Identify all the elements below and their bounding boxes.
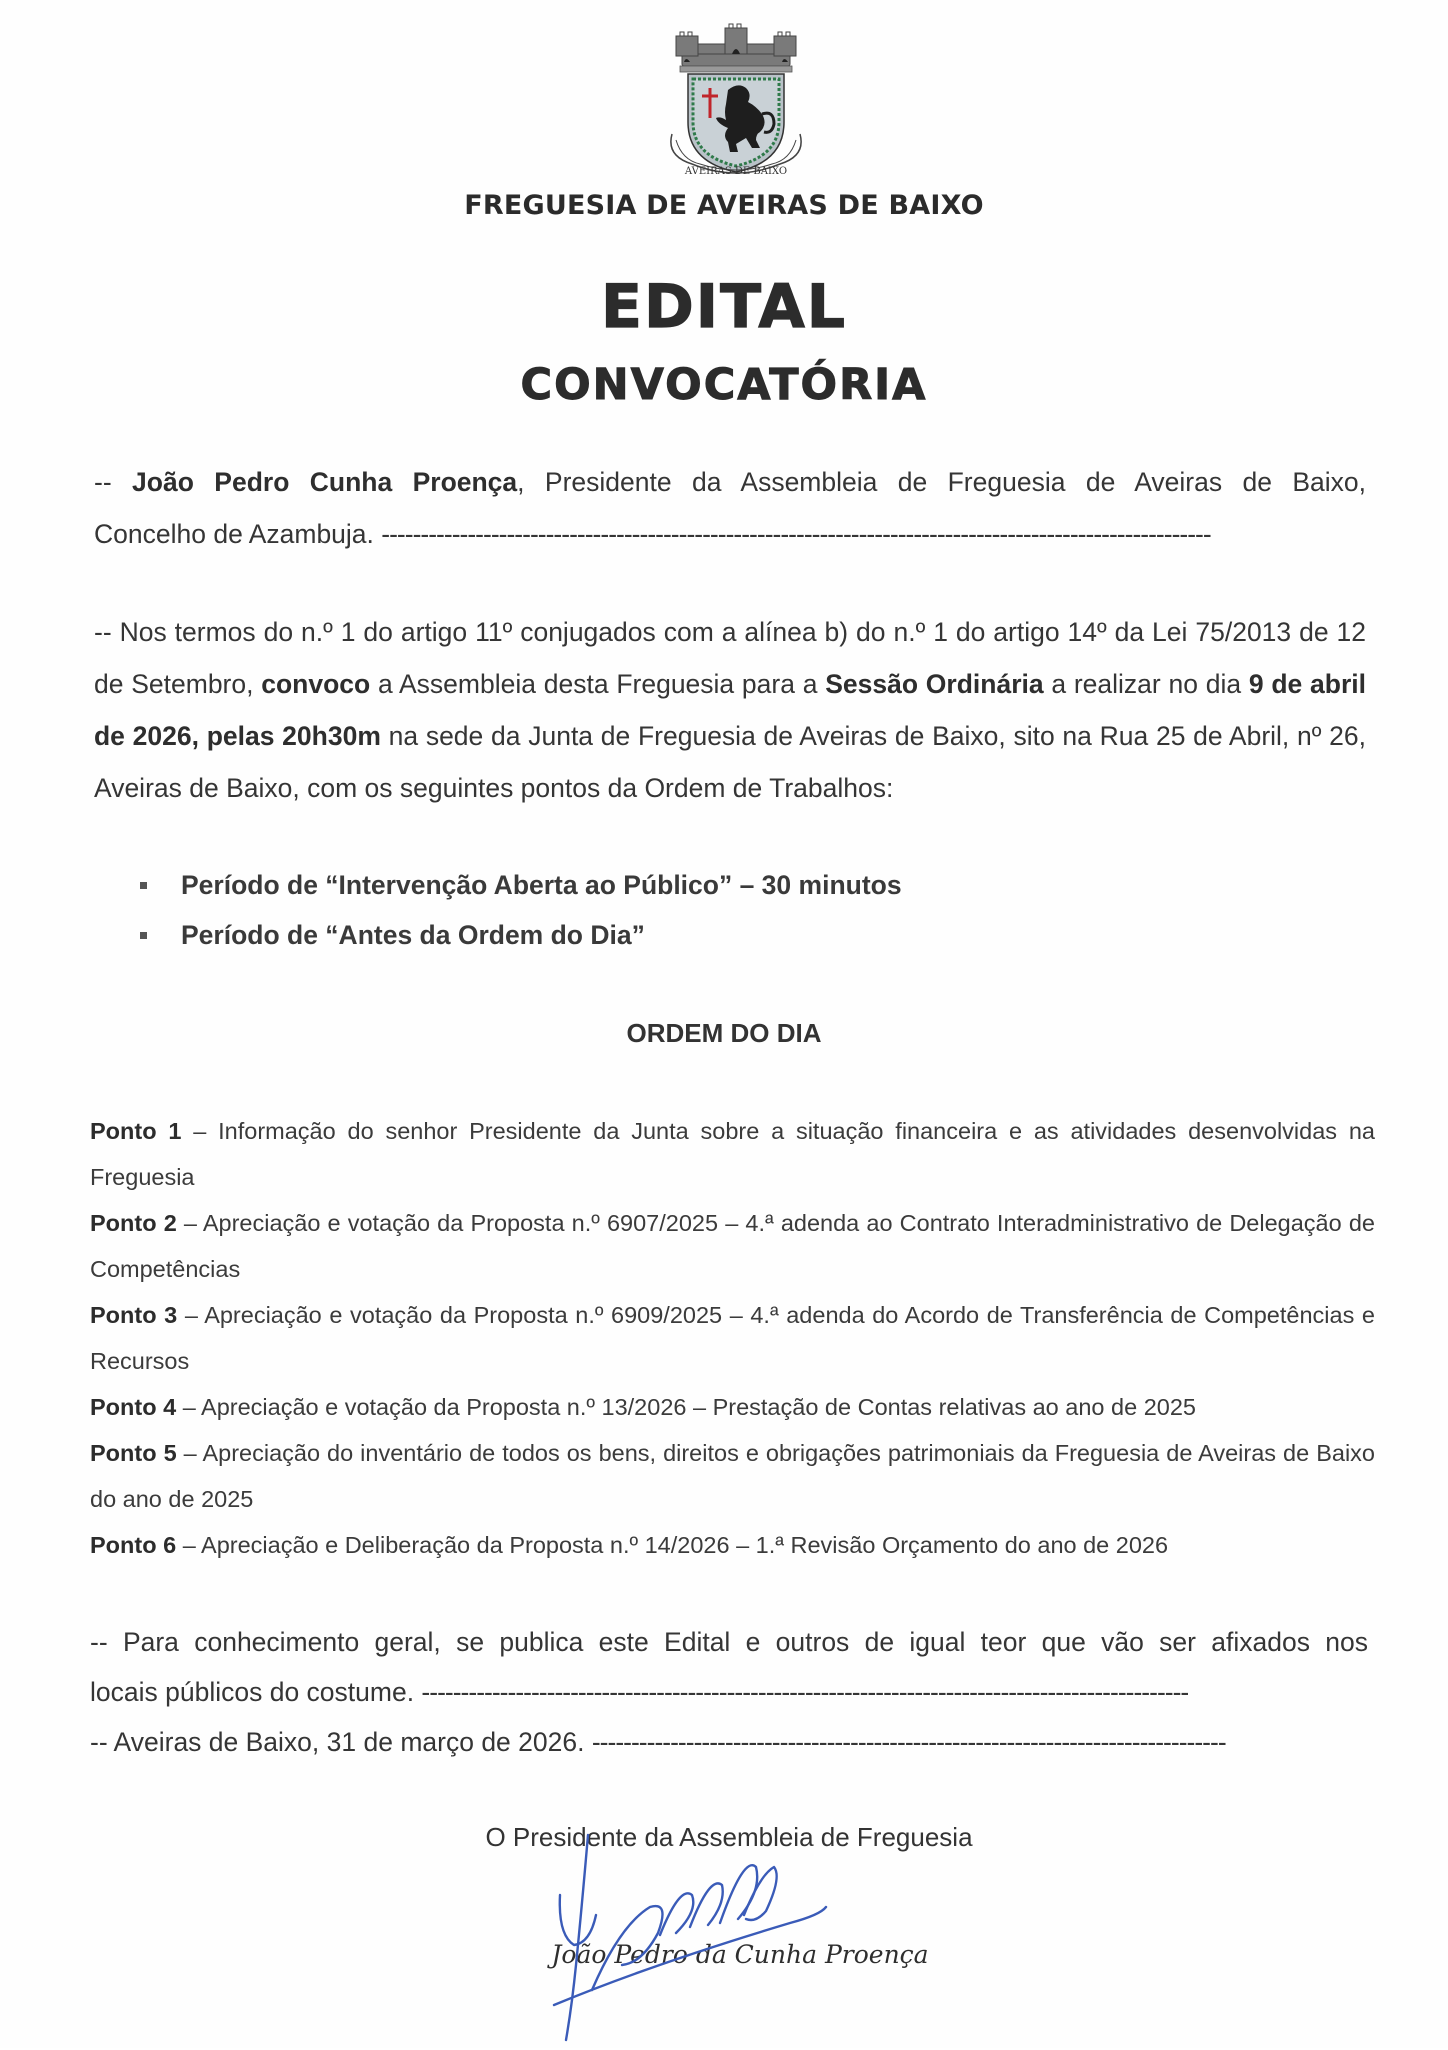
president-name: João Pedro Cunha Proença bbox=[132, 467, 518, 497]
period-label: Período de “Antes da Ordem do Dia” bbox=[181, 920, 645, 950]
organization-name: FREGUESIA DE AVEIRAS DE BAIXO bbox=[464, 190, 984, 221]
filler-dashes: -------------------------------------------------------------------------------------------------- bbox=[421, 1677, 1189, 1707]
agenda-item-label: Ponto 3 bbox=[90, 1302, 178, 1328]
filler-dashes: --------------------------------------------------------------------------------- bbox=[591, 1727, 1226, 1757]
agenda-item-separator: – bbox=[176, 1532, 202, 1558]
intro-prefix: -- bbox=[94, 467, 133, 497]
filler-dashes: ---------------------------------------------------------------------------------------------------------- bbox=[381, 519, 1211, 549]
convocation-bold-convoco: convoco bbox=[261, 669, 371, 699]
bullet-square-icon bbox=[140, 932, 147, 939]
agenda-list bbox=[90, 1108, 1375, 1568]
agenda-item-separator: – bbox=[181, 1118, 219, 1144]
agenda-heading: ORDEM DO DIA bbox=[626, 1018, 822, 1048]
agenda-item bbox=[90, 1522, 1375, 1568]
agenda-item-text: Apreciação e votação da Proposta n.º 6909/2025 – 4.ª adenda do Acordo de Transferência de Competências e Recursos bbox=[90, 1302, 1375, 1374]
convocation-text-2: a Assembleia desta Freguesia para a bbox=[370, 669, 826, 699]
convocation-text-4: na sede da Junta de Freguesia de Aveiras de Baixo, sito na Rua 25 de Abril, nº 26, Aveiras de Baixo, com os seguintes pontos da Ordem de Trabalhos: bbox=[94, 721, 1366, 803]
agenda-item-label: Ponto 6 bbox=[90, 1532, 177, 1558]
agenda-item bbox=[90, 1430, 1375, 1522]
coat-of-arms-icon bbox=[662, 22, 810, 180]
document-subtitle: CONVOCATÓRIA bbox=[520, 360, 928, 410]
agenda-item-label: Ponto 5 bbox=[90, 1440, 177, 1466]
bullet-square-icon bbox=[140, 882, 147, 889]
agenda-item-separator: – bbox=[176, 1440, 203, 1466]
publication-notice: -- Para conhecimento geral, se publica este Edital e outros de igual teor que vão ser afixados nos bbox=[90, 1627, 1368, 1657]
agenda-item-separator: – bbox=[176, 1210, 203, 1236]
agenda-item-separator: – bbox=[176, 1394, 202, 1420]
session-type: Sessão Ordinária bbox=[825, 669, 1044, 699]
place-and-date bbox=[90, 1717, 1368, 1767]
crest-motto: AVEIRAS DE BAIXO bbox=[684, 166, 788, 177]
agenda-item-text: Informação do senhor Presidente da Junta sobre a situação financeira e as atividades desenvolvidas na Freguesia bbox=[90, 1118, 1375, 1190]
list-item bbox=[140, 910, 902, 960]
agenda-item-label: Ponto 4 bbox=[90, 1394, 177, 1420]
list-item bbox=[140, 860, 902, 910]
agenda-item-label: Ponto 2 bbox=[90, 1210, 177, 1236]
publication-text: locais públicos do costume. bbox=[90, 1677, 422, 1707]
place-date-text: -- Aveiras de Baixo, 31 de março de 2026. bbox=[90, 1727, 592, 1757]
intro-paragraph bbox=[94, 456, 1366, 560]
publication-notice-end bbox=[90, 1667, 1368, 1717]
agenda-item-separator: – bbox=[177, 1302, 205, 1328]
handwritten-signature-icon bbox=[530, 1815, 860, 2050]
intro-municipality: Concelho de Azambuja. bbox=[94, 519, 382, 549]
intro-text: , Presidente da Assembleia de Freguesia de Aveiras de Baixo, bbox=[517, 467, 1367, 497]
agenda-item bbox=[90, 1384, 1375, 1430]
agenda-item-text: Apreciação e votação da Proposta n.º 13/2026 – Prestação de Contas relativas ao ano de 2025 bbox=[201, 1394, 1196, 1420]
agenda-item-text: Apreciação e votação da Proposta n.º 6907/2025 – 4.ª adenda ao Contrato Interadministrativo de Delegação de Competências bbox=[90, 1210, 1375, 1282]
agenda-item-text: Apreciação do inventário de todos os bens, direitos e obrigações patrimoniais da Freguesia de Aveiras de Baixo do ano de 2025 bbox=[90, 1440, 1375, 1512]
agenda-item-text: Apreciação e Deliberação da Proposta n.º 14/2026 – 1.ª Revisão Orçamento do ano de 2026 bbox=[201, 1532, 1169, 1558]
closing-paragraph bbox=[90, 1617, 1368, 1767]
session-date-time: 9 de abril de 2026, pelas 20h30m bbox=[94, 669, 1367, 751]
signatory-role: O Presidente da Assembleia de Freguesia bbox=[485, 1822, 973, 1852]
period-label: Período de “Intervenção Aberta ao Público” – 30 minutos bbox=[181, 870, 902, 900]
agenda-item bbox=[90, 1200, 1375, 1292]
signatory-name: João Pedro da Cunha Proença bbox=[551, 1940, 929, 1969]
convocation-text-3: a realizar no dia bbox=[1043, 669, 1249, 699]
convocation-paragraph bbox=[94, 606, 1366, 814]
document-title: EDITAL bbox=[600, 272, 848, 342]
convocation-text-1: -- Nos termos do n.º 1 do artigo 11º conjugados com a alínea b) do n.º 1 do artigo 14º da Lei 75/2013 de 12 de Setembro, bbox=[94, 617, 1366, 699]
periods-list bbox=[140, 860, 902, 960]
agenda-item bbox=[90, 1292, 1375, 1384]
agenda-item bbox=[90, 1108, 1375, 1200]
agenda-item-label: Ponto 1 bbox=[90, 1118, 182, 1144]
